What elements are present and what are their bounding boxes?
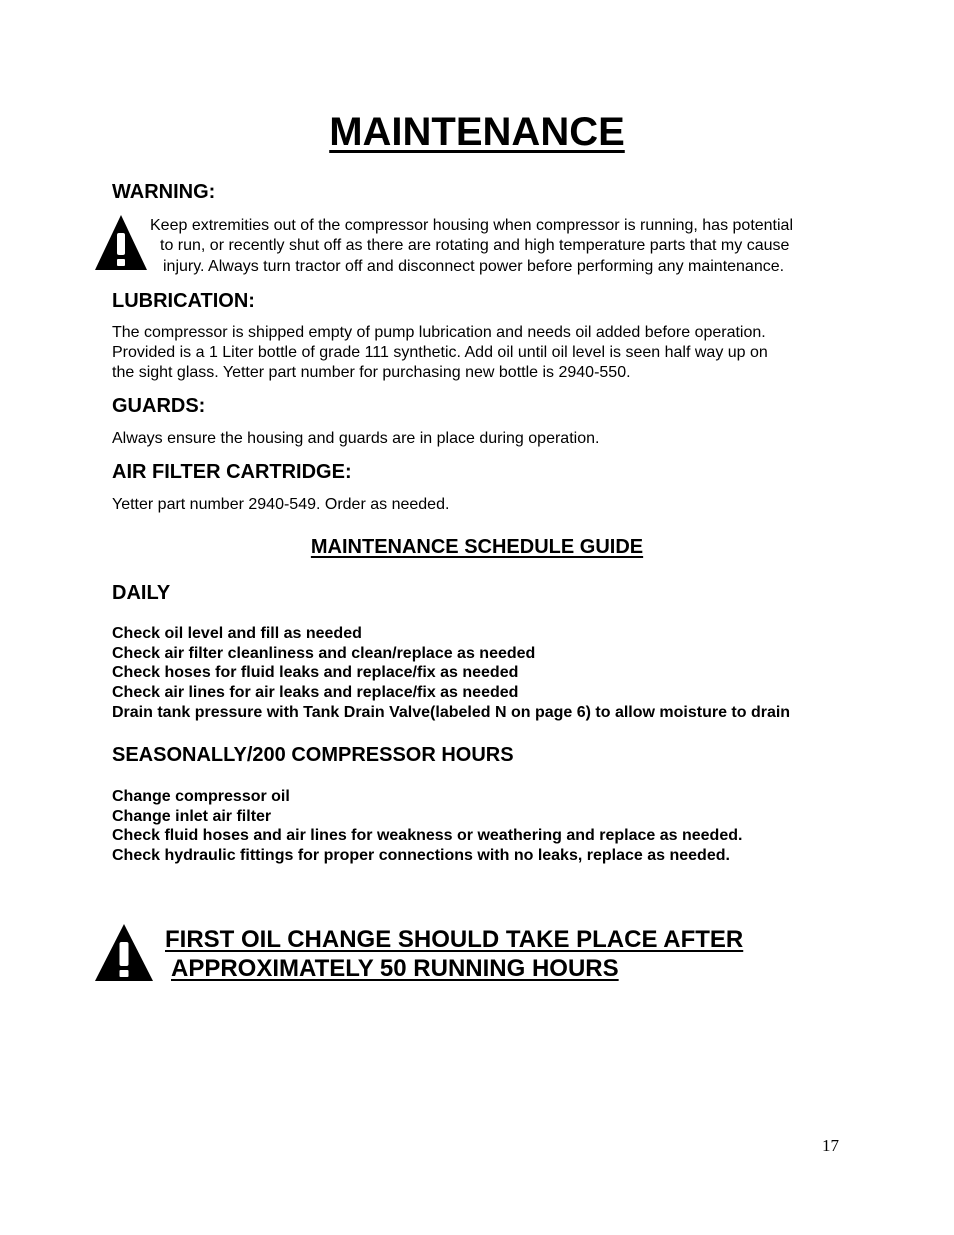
notice-text [165, 925, 743, 983]
list-item: Check air lines for air leaks and replace/fix as needed [112, 684, 519, 702]
list-item: Check hydraulic fittings for proper connections with no leaks, replace as needed. [112, 847, 730, 865]
schedule-title: MAINTENANCE SCHEDULE GUIDE [310, 536, 644, 558]
seasonal-list [112, 787, 742, 866]
notice-line: FIRST OIL CHANGE SHOULD TAKE PLACE AFTER [165, 926, 744, 953]
lubrication-line: The compressor is shipped empty of pump lubrication and needs oil added before operation. [112, 324, 766, 341]
lubrication-text [112, 323, 768, 383]
warning-line: injury. Always turn tractor off and disconnect power before performing any maintenance. [163, 258, 785, 275]
daily-heading: DAILY [112, 582, 171, 604]
warning-heading: WARNING: [112, 181, 216, 203]
warning-line: to run, or recently shut off as there are rotating and high temperature parts that my cause [160, 237, 790, 254]
lubrication-line: the sight glass. Yetter part number for purchasing new bottle is 2940-550. [112, 364, 631, 381]
warning-line: Keep extremities out of the compressor housing when compressor is running, has potential [150, 217, 794, 234]
guards-text: Always ensure the housing and guards are in place during operation. [112, 430, 600, 447]
seasonal-heading: SEASONALLY/200 COMPRESSOR HOURS [112, 744, 514, 766]
list-item: Drain tank pressure with Tank Drain Valve(labeled N on page 6) to allow moisture to drain [112, 703, 791, 721]
list-item: Check oil level and fill as needed [112, 625, 362, 642]
list-item: Change inlet air filter [112, 807, 272, 825]
notice-line: APPROXIMATELY 50 RUNNING HOURS [171, 955, 619, 982]
warning-text [150, 216, 793, 277]
guards-heading: GUARDS: [112, 395, 206, 417]
list-item: Check hoses for fluid leaks and replace/fix as needed [112, 664, 519, 682]
list-item: Change compressor oil [112, 788, 290, 805]
list-item: Check fluid hoses and air lines for weakness or weathering and replace as needed. [112, 827, 743, 845]
air-filter-heading: AIR FILTER CARTRIDGE: [112, 461, 352, 483]
warning-triangle-icon [94, 922, 154, 982]
page-title: MAINTENANCE [329, 110, 625, 154]
daily-list [112, 624, 790, 723]
list-item: Check air filter cleanliness and clean/replace as needed [112, 644, 536, 662]
warning-triangle-icon [94, 213, 148, 271]
page-number: 17 [822, 1136, 839, 1155]
lubrication-line: Provided is a 1 Liter bottle of grade 111 synthetic. Add oil until oil level is seen half way up on [112, 344, 768, 361]
air-filter-text: Yetter part number 2940-549. Order as needed. [112, 496, 450, 513]
lubrication-heading: LUBRICATION: [112, 290, 255, 312]
